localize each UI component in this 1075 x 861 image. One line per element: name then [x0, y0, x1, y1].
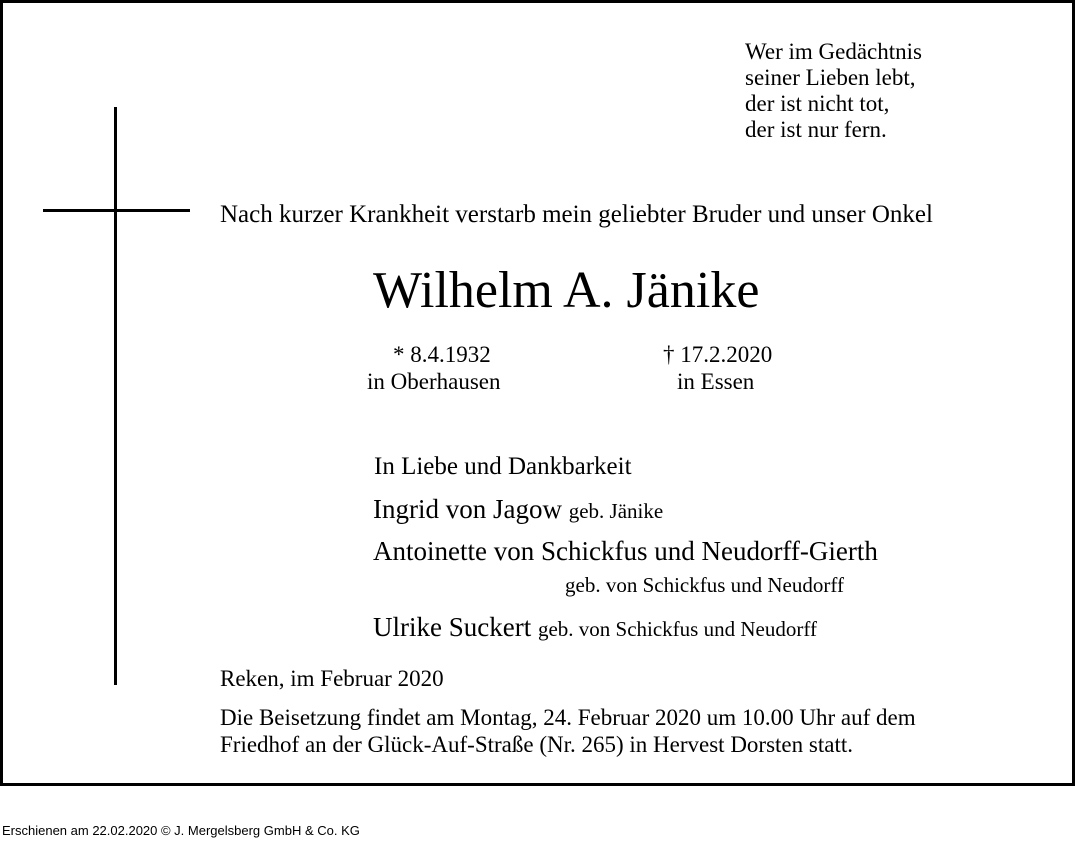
death-place: in Essen	[677, 369, 755, 394]
mourner-1	[373, 494, 663, 525]
motto-line: seiner Lieben lebt,	[745, 65, 916, 90]
burial-line: Die Beisetzung findet am Montag, 24. Februar 2020 um 10.00 Uhr auf dem	[220, 705, 916, 730]
mourner-3	[373, 612, 817, 643]
mourner-note: geb. von Schickfus und Neudorff	[565, 573, 844, 597]
birth-place: in Oberhausen	[367, 369, 501, 394]
birth-date: * 8.4.1932	[393, 342, 491, 367]
burial-info	[220, 704, 916, 758]
mourner-2	[373, 536, 878, 567]
death-date: † 17.2.2020	[663, 342, 773, 367]
burial-line: Friedhof an der Glück-Auf-Straße (Nr. 265) in Hervest Dorsten statt.	[220, 732, 853, 757]
mourner-name: Ulrike Suckert	[373, 612, 532, 642]
motto-line: Wer im Gedächtnis	[745, 39, 922, 64]
deceased-name: Wilhelm A. Jänike	[373, 262, 760, 319]
motto-line: der ist nicht tot,	[745, 91, 890, 116]
mourner-name: Ingrid von Jagow	[373, 494, 562, 524]
cross-icon-horizontal-bar	[43, 209, 190, 212]
gratitude-line: In Liebe und Dankbarkeit	[374, 453, 632, 480]
publication-footer: Erschienen am 22.02.2020 © J. Mergelsberg GmbH & Co. KG	[2, 823, 360, 838]
motto-line: der ist nur fern.	[745, 117, 887, 142]
mourner-name: Antoinette von Schickfus und Neudorff-Gierth	[373, 536, 878, 566]
motto-verse	[745, 39, 922, 143]
cross-icon-vertical-bar	[114, 107, 117, 685]
mourner-note: geb. Jänike	[568, 499, 664, 523]
mourner-note: geb. von Schickfus und Neudorff	[537, 617, 817, 641]
intro-text: Nach kurzer Krankheit verstarb mein geliebter Bruder und unser Onkel	[220, 201, 933, 228]
place-date: Reken, im Februar 2020	[220, 666, 444, 691]
